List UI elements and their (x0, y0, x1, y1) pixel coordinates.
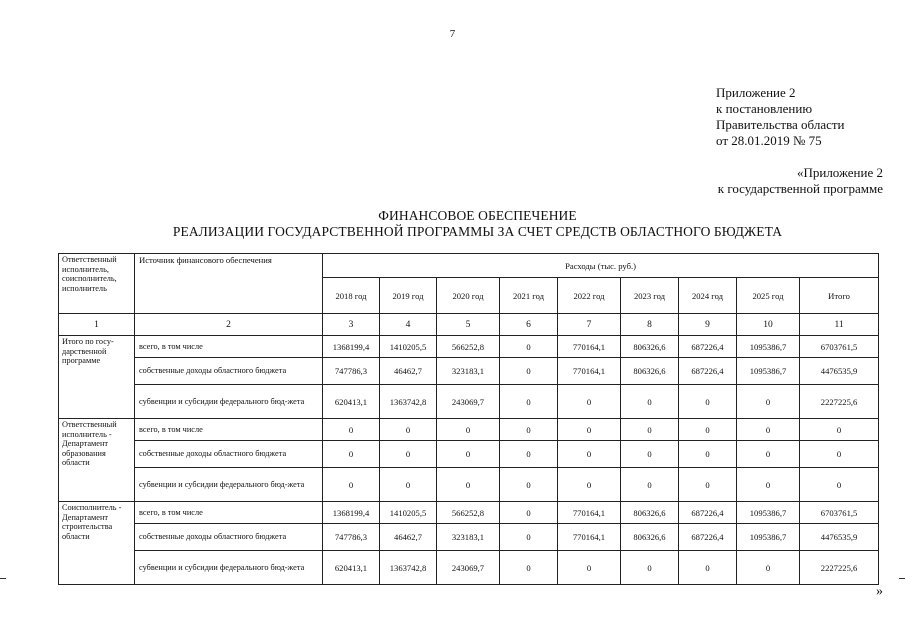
value-cell: 323183,1 (437, 524, 500, 551)
edge-mark-right (899, 578, 905, 579)
value-cell: 0 (621, 419, 679, 441)
value-cell: 0 (621, 441, 679, 468)
table-row (59, 551, 879, 585)
header-year: 2018 год (323, 278, 380, 314)
responsible-cell: Соисполнитель - Департамент строительства области (59, 502, 135, 585)
value-cell: 0 (558, 419, 621, 441)
total-cell: 0 (800, 441, 879, 468)
index-cell: 3 (323, 314, 380, 336)
index-cell: 1 (59, 314, 135, 336)
table-row (59, 336, 879, 358)
table-row (59, 385, 879, 419)
source-cell: собственные доходы областного бюджета (135, 358, 323, 385)
value-cell: 0 (380, 441, 437, 468)
value-cell: 0 (500, 441, 558, 468)
value-cell: 243069,7 (437, 385, 500, 419)
value-cell: 1410205,5 (380, 336, 437, 358)
value-cell: 1368199,4 (323, 502, 380, 524)
value-cell: 0 (500, 468, 558, 502)
header-year: 2023 год (621, 278, 679, 314)
value-cell: 0 (621, 551, 679, 585)
appendix-inner-line: к государственной программе (717, 181, 883, 196)
header-year: 2025 год (737, 278, 800, 314)
value-cell: 620413,1 (323, 551, 380, 585)
source-cell: субвенции и субсидии федерального бюд-жета (135, 468, 323, 502)
value-cell: 806326,6 (621, 502, 679, 524)
appendix-inner-block (718, 165, 883, 197)
source-cell: всего, в том числе (135, 419, 323, 441)
index-cell: 10 (737, 314, 800, 336)
value-cell: 0 (558, 551, 621, 585)
value-cell: 0 (679, 551, 737, 585)
header-year: 2020 год (437, 278, 500, 314)
value-cell: 747786,3 (323, 524, 380, 551)
value-cell: 1095386,7 (737, 524, 800, 551)
document-title-line1: ФИНАНСОВОЕ ОБЕСПЕЧЕНИЕ (378, 208, 577, 223)
header-responsible: Ответственный исполнитель, соисполнитель, исполнитель (59, 254, 135, 314)
total-cell: 4476535,9 (800, 524, 879, 551)
value-cell: 687226,4 (679, 336, 737, 358)
index-cell: 5 (437, 314, 500, 336)
value-cell: 566252,8 (437, 336, 500, 358)
value-cell: 243069,7 (437, 551, 500, 585)
value-cell: 46462,7 (380, 358, 437, 385)
total-cell: 2227225,6 (800, 551, 879, 585)
value-cell: 806326,6 (621, 524, 679, 551)
value-cell: 0 (621, 385, 679, 419)
appendix-line: Приложение 2 (716, 85, 796, 100)
value-cell: 1410205,5 (380, 502, 437, 524)
value-cell: 1095386,7 (737, 502, 800, 524)
index-row (59, 314, 879, 336)
index-cell: 8 (621, 314, 679, 336)
total-cell: 6703761,5 (800, 502, 879, 524)
value-cell: 1095386,7 (737, 358, 800, 385)
document-title-line2: РЕАЛИЗАЦИИ ГОСУДАРСТВЕННОЙ ПРОГРАММЫ ЗА СЧЕТ СРЕДСТВ ОБЛАСТНОГО БЮДЖЕТА (172, 224, 783, 239)
responsible-cell: Ответственный исполнитель - Департамент образования области (59, 419, 135, 502)
value-cell: 620413,1 (323, 385, 380, 419)
value-cell: 0 (737, 419, 800, 441)
value-cell: 770164,1 (558, 524, 621, 551)
header-source: Источник финансового обеспечения (135, 254, 323, 314)
value-cell: 0 (679, 441, 737, 468)
index-cell: 6 (500, 314, 558, 336)
value-cell: 0 (737, 468, 800, 502)
value-cell: 770164,1 (558, 336, 621, 358)
value-cell: 687226,4 (679, 524, 737, 551)
responsible-cell: Итого по госу-дарственной программе (59, 336, 135, 419)
value-cell: 0 (500, 502, 558, 524)
table-row (59, 524, 879, 551)
header-total: Итого (800, 278, 879, 314)
value-cell: 0 (679, 385, 737, 419)
source-cell: субвенции и субсидии федерального бюд-жета (135, 551, 323, 585)
header-year: 2021 год (500, 278, 558, 314)
header-year: 2019 год (380, 278, 437, 314)
value-cell: 0 (737, 551, 800, 585)
source-cell: собственные доходы областного бюджета (135, 524, 323, 551)
source-cell: субвенции и субсидии федерального бюд-жета (135, 385, 323, 419)
header-year: 2022 год (558, 278, 621, 314)
value-cell: 0 (500, 358, 558, 385)
value-cell: 0 (500, 385, 558, 419)
header-expenses: Расходы (тыс. руб.) (323, 254, 879, 278)
total-cell: 0 (800, 419, 879, 441)
value-cell: 687226,4 (679, 502, 737, 524)
total-cell: 2227225,6 (800, 385, 879, 419)
value-cell: 0 (558, 385, 621, 419)
value-cell: 566252,8 (437, 502, 500, 524)
value-cell: 747786,3 (323, 358, 380, 385)
table-row (59, 358, 879, 385)
value-cell: 0 (558, 468, 621, 502)
value-cell: 0 (380, 419, 437, 441)
value-cell: 0 (437, 419, 500, 441)
source-cell: всего, в том числе (135, 336, 323, 358)
value-cell: 0 (737, 441, 800, 468)
table-row (59, 468, 879, 502)
source-cell: всего, в том числе (135, 502, 323, 524)
page-number: 7 (449, 28, 456, 40)
value-cell: 0 (737, 385, 800, 419)
value-cell: 1363742,8 (380, 551, 437, 585)
value-cell: 770164,1 (558, 502, 621, 524)
value-cell: 323183,1 (437, 358, 500, 385)
value-cell: 0 (679, 468, 737, 502)
edge-mark-left (0, 578, 6, 579)
index-cell: 2 (135, 314, 323, 336)
appendix-line: от 28.01.2019 № 75 (716, 133, 822, 148)
index-cell: 9 (679, 314, 737, 336)
value-cell: 0 (437, 468, 500, 502)
value-cell: 0 (323, 468, 380, 502)
table-row (59, 502, 879, 524)
total-cell: 4476535,9 (800, 358, 879, 385)
finance-table-wrapper (58, 253, 879, 585)
value-cell: 806326,6 (621, 358, 679, 385)
value-cell: 1363742,8 (380, 385, 437, 419)
index-cell: 11 (800, 314, 879, 336)
value-cell: 0 (500, 336, 558, 358)
appendix-block (716, 85, 845, 149)
table-row (59, 419, 879, 441)
value-cell: 0 (500, 524, 558, 551)
appendix-line: к постановлению (716, 101, 813, 116)
value-cell: 0 (323, 441, 380, 468)
header-year: 2024 год (679, 278, 737, 314)
value-cell: 0 (380, 468, 437, 502)
value-cell: 1095386,7 (737, 336, 800, 358)
value-cell: 0 (500, 419, 558, 441)
value-cell: 0 (323, 419, 380, 441)
value-cell: 0 (437, 441, 500, 468)
value-cell: 687226,4 (679, 358, 737, 385)
value-cell: 806326,6 (621, 336, 679, 358)
finance-table (58, 253, 879, 585)
value-cell: 0 (500, 551, 558, 585)
closing-quote: » (876, 584, 883, 599)
appendix-inner-line: «Приложение 2 (796, 165, 883, 180)
total-cell: 6703761,5 (800, 336, 879, 358)
value-cell: 1368199,4 (323, 336, 380, 358)
value-cell: 0 (621, 468, 679, 502)
value-cell: 0 (679, 419, 737, 441)
value-cell: 770164,1 (558, 358, 621, 385)
total-cell: 0 (800, 468, 879, 502)
index-cell: 4 (380, 314, 437, 336)
table-row (59, 441, 879, 468)
source-cell: собственные доходы областного бюджета (135, 441, 323, 468)
value-cell: 46462,7 (380, 524, 437, 551)
value-cell: 0 (558, 441, 621, 468)
index-cell: 7 (558, 314, 621, 336)
appendix-line: Правительства области (716, 117, 845, 132)
